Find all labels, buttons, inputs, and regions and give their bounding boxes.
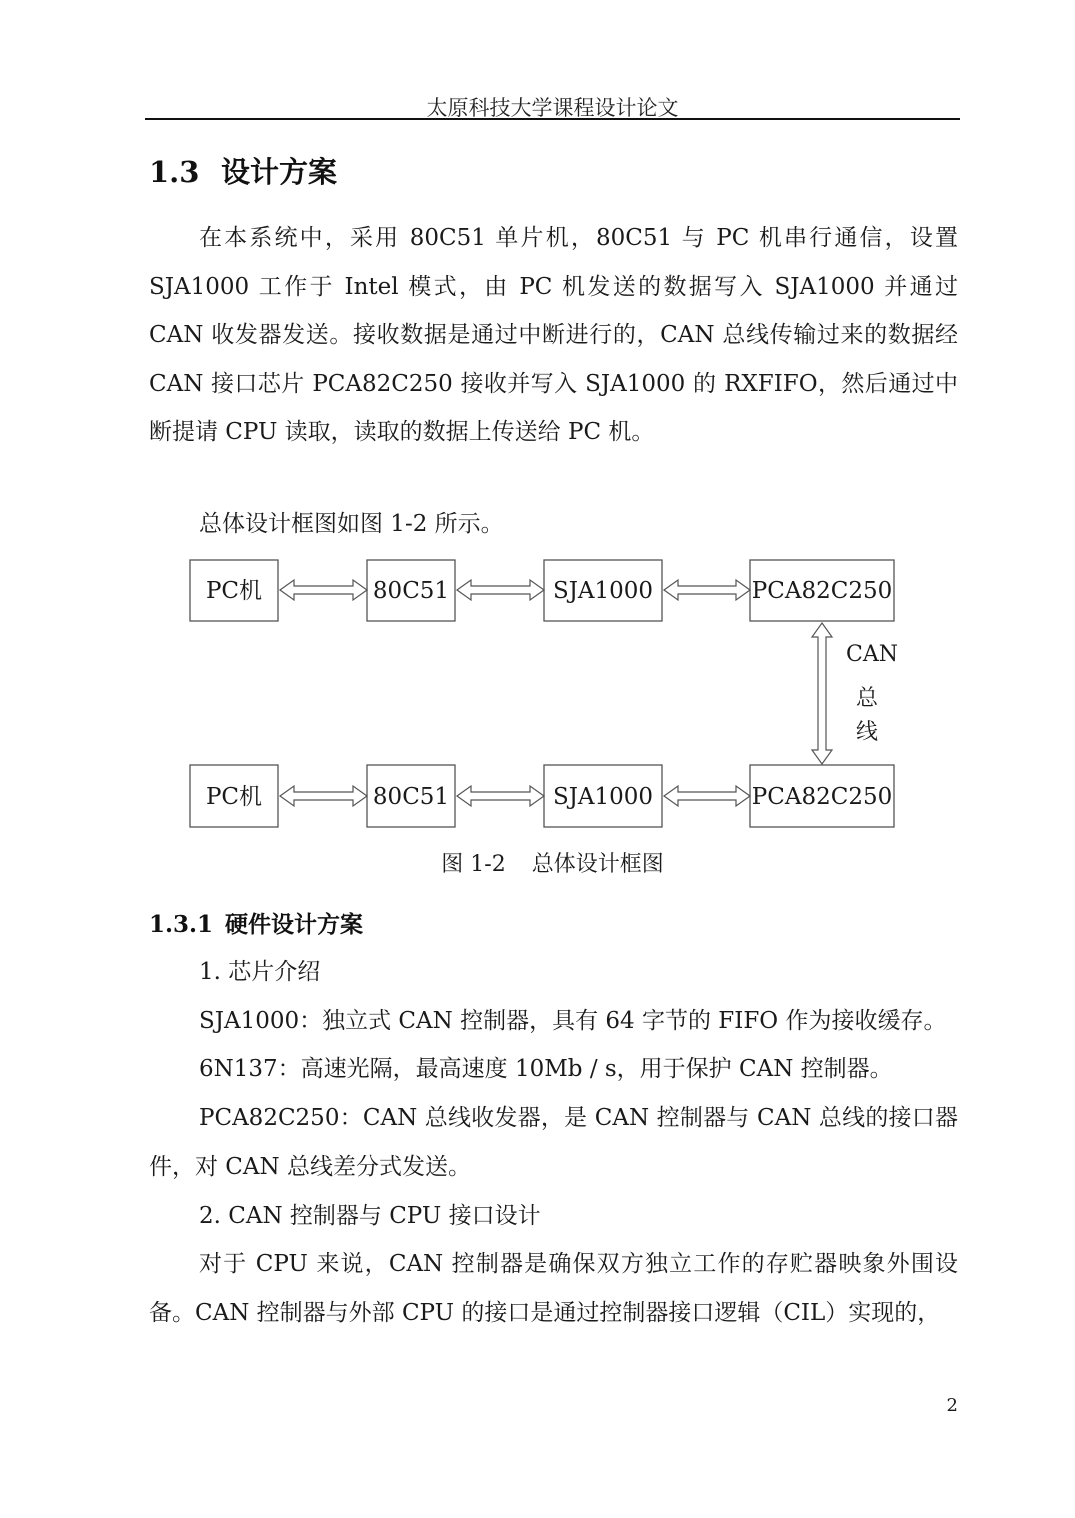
label-bottom-pc: PC机 — [205, 784, 263, 810]
figure-intro-text: 总体设计框图如图 1-2 所示。 — [199, 511, 504, 537]
chip-pca82c250-text: PCA82C250：CAN 总线收发器，是 CAN 控制器与 CAN 总线的接口器件，对 CAN 总线差分式发送。 — [149, 1105, 958, 1180]
figure-caption-title: 总体设计框图 — [531, 852, 664, 877]
subsection-heading — [149, 906, 363, 939]
interface-paragraph: 对于 CPU 来说，CAN 控制器是确保双方独立工作的存贮器映象外围设备。CAN 控制器与外部 CPU 的接口是通过控制器接口逻辑（CIL）实现的， — [149, 1251, 958, 1326]
intro-paragraph: 在本系统中，采用 80C51 单片机，80C51 与 PC 机串行通信，设置 SJA1000 工作于 Intel 模式，由 PC 机发送的数据写入 SJA1000 并通过 CAN 收发器发送。接收数据是通过中断进行的，CAN 总线传输过来的数据经 CAN 接口芯片 PCA82C250 接收并写入 SJA1000 的 RXFIFO，然后通过中断提请 CPU 读取，读取的数据上传送给 PC 机。 — [149, 225, 958, 445]
arrow-top-sja1000-pca — [664, 580, 750, 600]
label-top-pca82c250: PCA82C250 — [751, 578, 893, 604]
can-cpu-interface-heading: 2. CAN 控制器与 CPU 接口设计 — [199, 1203, 541, 1229]
bus-label-xian: 线 — [855, 720, 879, 745]
label-top-80c51: 80C51 — [372, 578, 450, 604]
page-number: 2 — [946, 1395, 958, 1416]
section-heading — [149, 150, 337, 191]
figure-caption — [0, 847, 1075, 878]
arrow-top-pc-80c51 — [280, 580, 367, 600]
header-divider — [145, 118, 960, 120]
label-bottom-80c51: 80C51 — [372, 784, 450, 810]
chip-sja1000-text: SJA1000：独立式 CAN 控制器，具有 64 字节的 FIFO 作为接收缓存。 — [199, 1008, 947, 1034]
arrow-bottom-80c51-sja1000 — [457, 786, 544, 806]
section-title: 设计方案 — [221, 155, 338, 189]
label-top-sja1000: SJA1000 — [552, 578, 654, 604]
subsection-number: 1.3.1 — [149, 911, 214, 938]
chip-6n137-text: 6N137：高速光隔，最高速度 10Mb / s，用于保护 CAN 控制器。 — [199, 1056, 893, 1082]
arrow-bottom-sja1000-pca — [664, 786, 750, 806]
section-number: 1.3 — [149, 155, 200, 189]
bus-label-can: CAN — [846, 642, 898, 667]
page-header-title: 太原科技大学课程设计论文 — [426, 96, 679, 120]
system-block-diagram — [0, 540, 1075, 840]
figure-caption-number: 图 1-2 — [441, 852, 506, 877]
arrow-top-80c51-sja1000 — [457, 580, 544, 600]
bus-label-zong: 总 — [855, 686, 879, 711]
subsection-title: 硬件设计方案 — [225, 911, 363, 938]
label-bottom-pca82c250: PCA82C250 — [751, 784, 893, 810]
arrow-can-bus-vertical — [812, 623, 832, 764]
label-bottom-sja1000: SJA1000 — [552, 784, 654, 810]
arrow-bottom-pc-80c51 — [280, 786, 367, 806]
label-top-pc: PC机 — [205, 578, 263, 604]
chip-intro-heading: 1. 芯片介绍 — [199, 959, 321, 985]
